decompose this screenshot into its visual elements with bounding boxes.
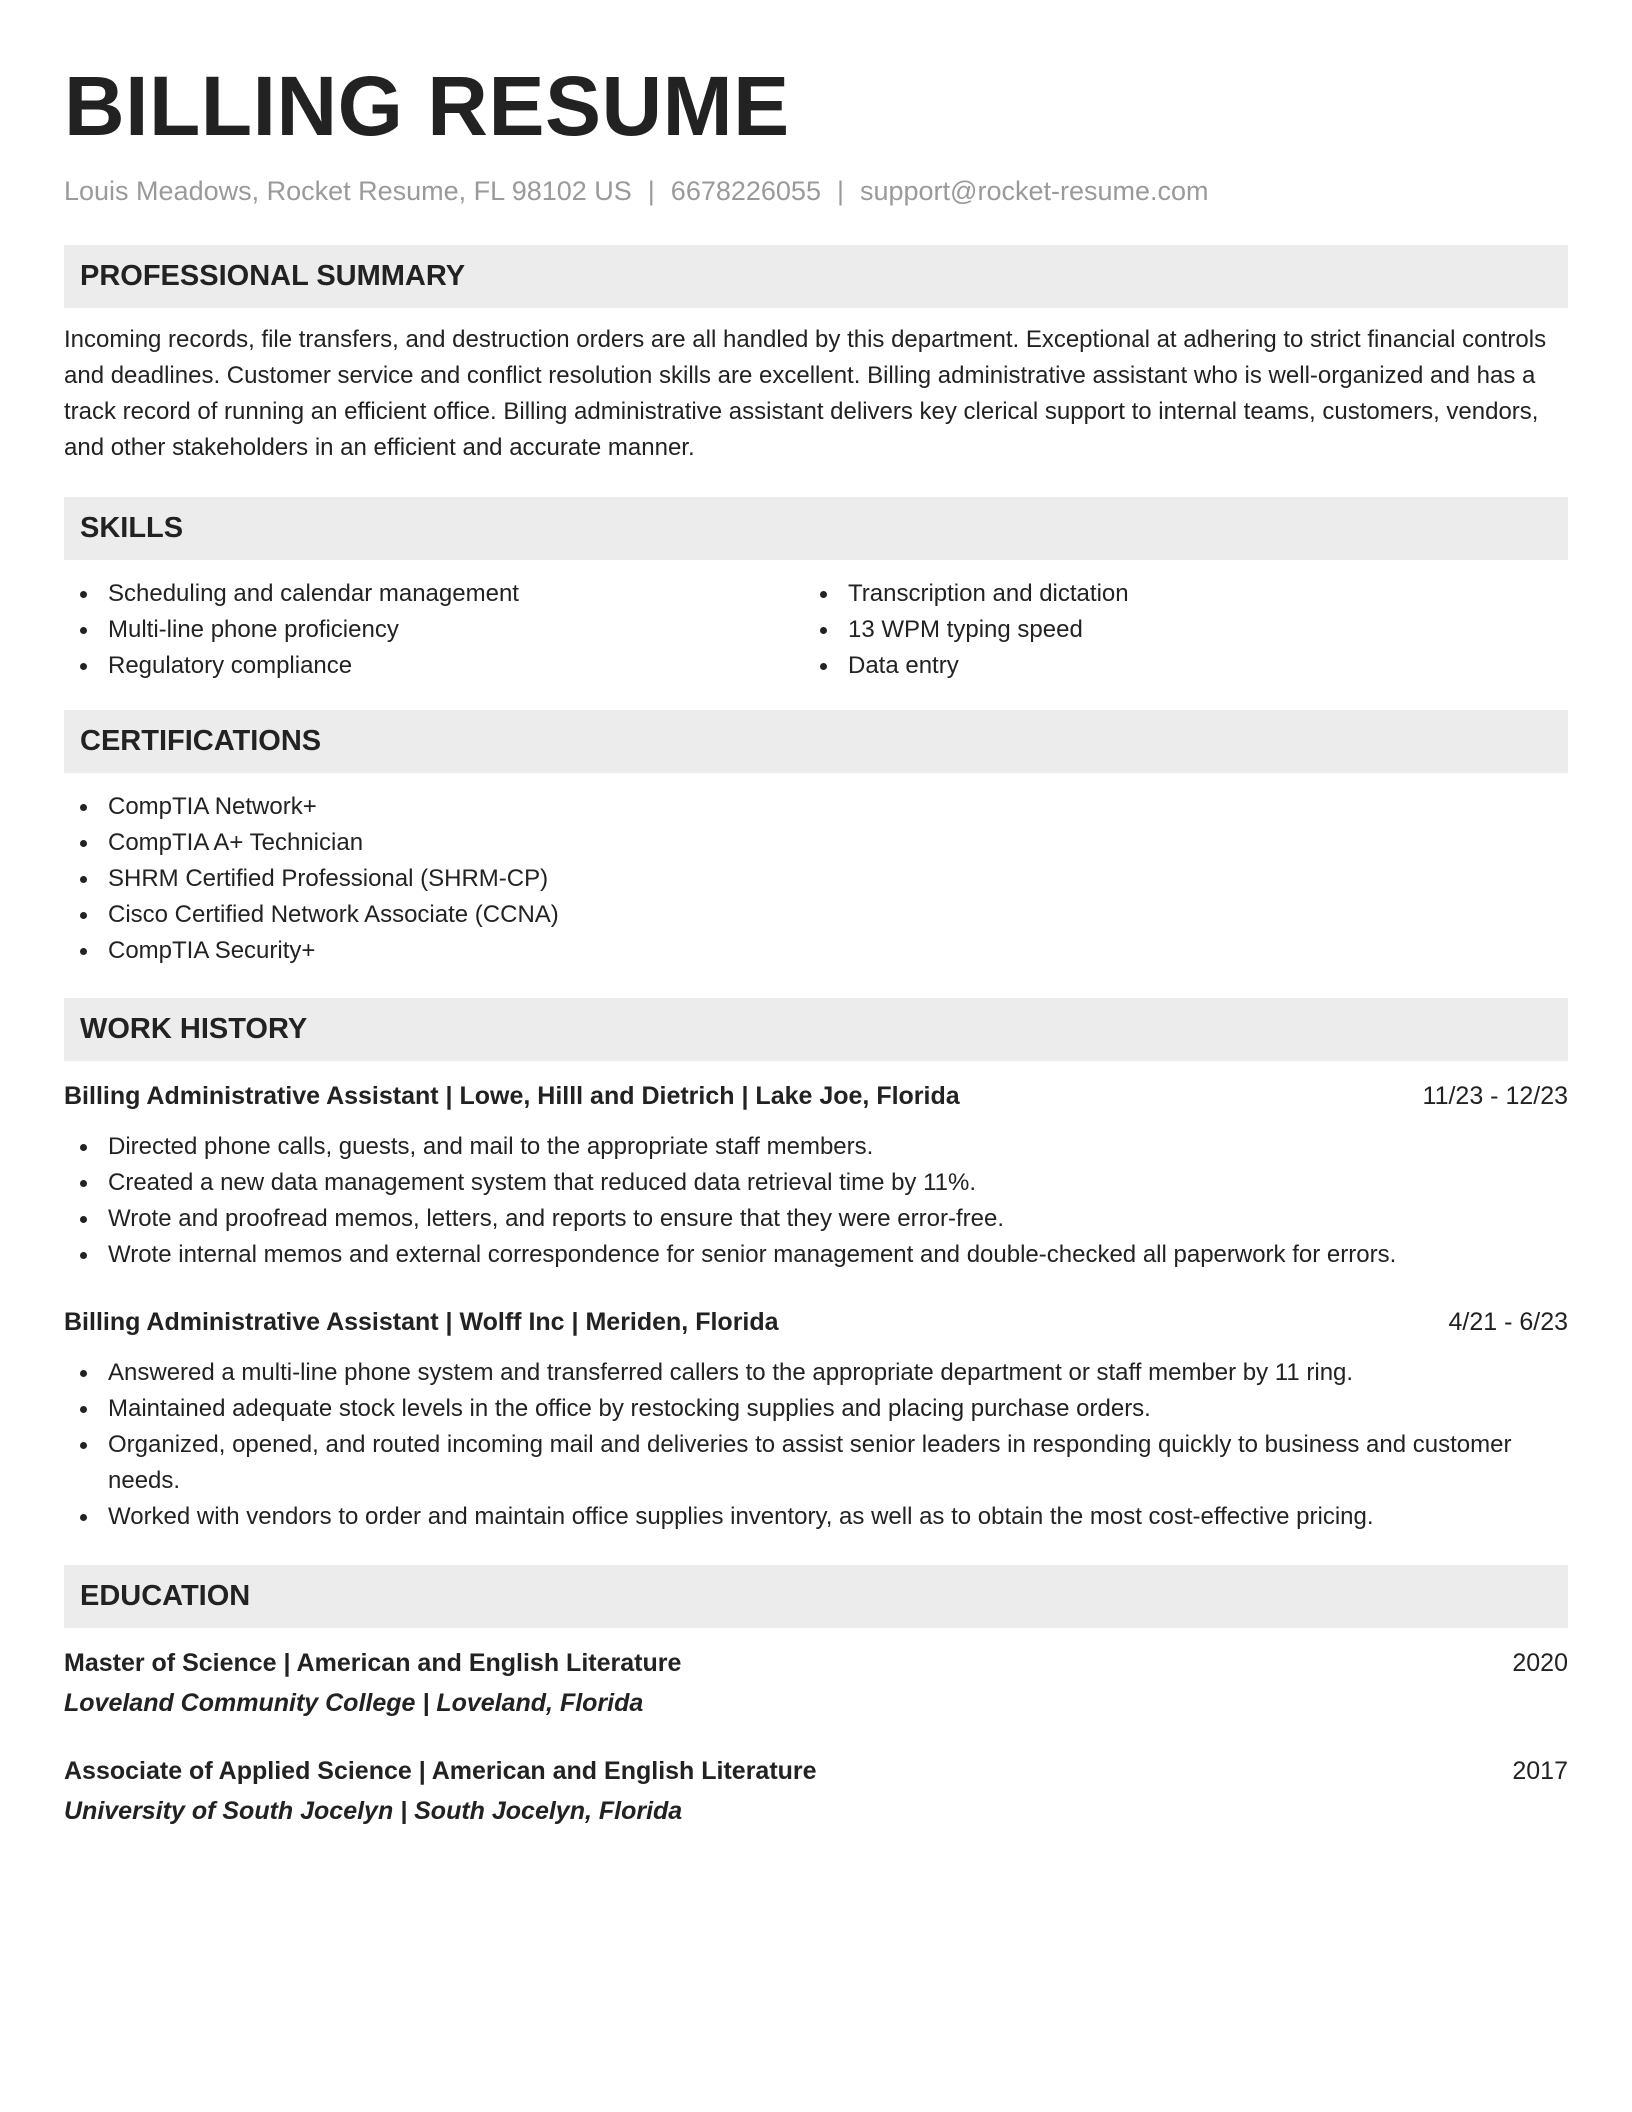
section-header-work-history: WORK HISTORY xyxy=(64,998,1568,1061)
certification-item: CompTIA Network+ xyxy=(64,789,1568,825)
job-bullet: Maintained adequate stock levels in the office by restocking supplies and placing purchase orders. xyxy=(64,1391,1568,1427)
job-title: Billing Administrative Assistant | Lowe, Hilll and Dietrich | Lake Joe, Florida xyxy=(64,1082,960,1110)
job-title: Billing Administrative Assistant | Wolff Inc | Meriden, Florida xyxy=(64,1308,779,1336)
certifications-list xyxy=(64,789,1568,969)
section-header-skills: SKILLS xyxy=(64,497,1568,560)
skill-item: 13 WPM typing speed xyxy=(804,612,1568,648)
job-bullet: Answered a multi-line phone system and transferred callers to the appropriate department or staff member by 11 ring. xyxy=(64,1355,1568,1391)
job-entry xyxy=(64,1305,1568,1535)
skills-list-left xyxy=(64,576,804,684)
certification-item: CompTIA Security+ xyxy=(64,933,1568,969)
section-header-summary: PROFESSIONAL SUMMARY xyxy=(64,245,1568,308)
skill-item: Data entry xyxy=(804,648,1568,684)
job-entry xyxy=(64,1079,1568,1273)
certification-item: CompTIA A+ Technician xyxy=(64,825,1568,861)
education-header xyxy=(64,1754,1568,1788)
contact-address: Louis Meadows, Rocket Resume, FL 98102 US xyxy=(64,176,632,206)
certification-item: SHRM Certified Professional (SHRM-CP) xyxy=(64,861,1568,897)
job-bullets xyxy=(64,1129,1568,1273)
certification-item: Cisco Certified Network Associate (CCNA) xyxy=(64,897,1568,933)
job-header xyxy=(64,1305,1568,1339)
job-dates: 4/21 - 6/23 xyxy=(1448,1308,1568,1336)
job-bullet: Wrote internal memos and external correspondence for senior management and double-checked all paperwork for errors. xyxy=(64,1237,1568,1273)
contact-separator: | xyxy=(836,176,844,206)
job-bullet: Directed phone calls, guests, and mail to the appropriate staff members. xyxy=(64,1129,1568,1165)
education-school: Loveland Community College | Loveland, Florida xyxy=(64,1689,644,1717)
section-header-education: EDUCATION xyxy=(64,1565,1568,1628)
resume-title: BILLING RESUME xyxy=(64,59,790,153)
job-bullet: Organized, opened, and routed incoming mail and deliveries to assist senior leaders in responding quickly to business and customer needs. xyxy=(64,1427,1568,1499)
summary-text: Incoming records, file transfers, and destruction orders are all handled by this department. Exceptional at adhering to strict financial controls and deadlines. Customer service and conflict resolution skills are excellent. Billing administrative assistant who is well-organized and has a track record of running an efficient office. Billing administrative assistant delivers key clerical support to internal teams, customers, vendors, and other stakeholders in an efficient and accurate manner. xyxy=(64,326,1547,461)
skill-item: Regulatory compliance xyxy=(64,648,804,684)
education-header xyxy=(64,1646,1568,1680)
contact-line xyxy=(64,174,1568,208)
job-bullet: Worked with vendors to order and maintain office supplies inventory, as well as to obtain the most cost-effective pricing. xyxy=(64,1499,1568,1535)
job-bullet: Wrote and proofread memos, letters, and reports to ensure that they were error-free. xyxy=(64,1201,1568,1237)
job-dates: 11/23 - 12/23 xyxy=(1422,1082,1568,1110)
skills-grid xyxy=(64,576,1568,684)
education-degree: Master of Science | American and English Literature xyxy=(64,1649,682,1677)
skill-item: Transcription and dictation xyxy=(804,576,1568,612)
skill-item: Scheduling and calendar management xyxy=(64,576,804,612)
section-header-certifications: CERTIFICATIONS xyxy=(64,710,1568,773)
contact-phone: 6678226055 xyxy=(670,176,821,206)
skill-item: Multi-line phone proficiency xyxy=(64,612,804,648)
contact-email: support@rocket-resume.com xyxy=(859,176,1209,206)
education-entry xyxy=(64,1646,1568,1720)
education-year: 2020 xyxy=(1512,1649,1568,1677)
education-school: University of South Jocelyn | South Jocelyn, Florida xyxy=(64,1797,683,1825)
job-bullets xyxy=(64,1355,1568,1535)
job-header xyxy=(64,1079,1568,1113)
education-degree: Associate of Applied Science | American and English Literature xyxy=(64,1757,817,1785)
education-year: 2017 xyxy=(1512,1757,1568,1785)
education-entry xyxy=(64,1754,1568,1828)
job-bullet: Created a new data management system that reduced data retrieval time by 11%. xyxy=(64,1165,1568,1201)
skills-list-right xyxy=(804,576,1568,684)
contact-separator: | xyxy=(647,176,655,206)
